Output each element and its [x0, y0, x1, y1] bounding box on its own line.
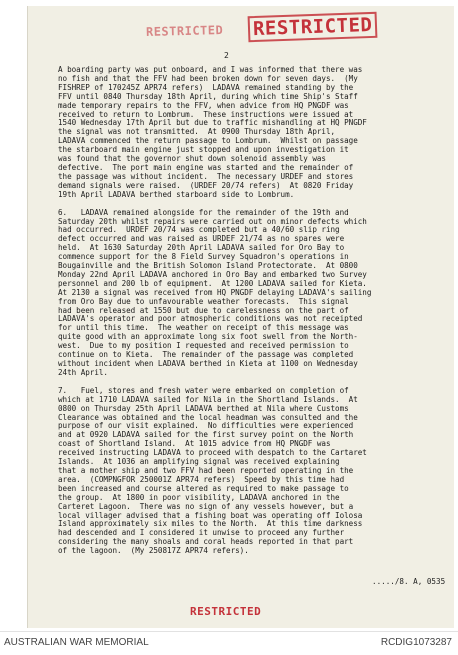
text-line: the passage was without incident. The necessary URDEF and stores [58, 171, 354, 181]
text-line: which at 1710 LADAVA sailed for Nila in the Shortland Islands. At [58, 394, 358, 404]
text-line: purpose of our visit explained. No difficulties were experienced [58, 421, 354, 431]
text-line: for until this time. The weather on receipt of this message was [58, 323, 349, 333]
text-line: At 2130 a signal was received from HQ PNGDF delaying LADAVA's sailing [58, 287, 372, 297]
text-line: local villager advised that a fishing boat was operating off Iolosa [58, 510, 363, 520]
paragraph [58, 387, 450, 556]
text-line: considering the many shoals and coral heads reported in that part [58, 537, 354, 547]
restricted-stamp-top: RESTRICTED [248, 12, 378, 42]
text-line: FISHREP of 170245Z APR74 refers) LADAVA remained standing by the [58, 82, 354, 92]
text-line: 24th April. [58, 367, 108, 377]
text-line: 19th April LADAVA berthed starboard side to Lombrum. [58, 189, 295, 199]
text-line: demand signals were raised. (URDEF 20/74 refers) At 0820 Friday [58, 180, 354, 190]
paragraph [58, 66, 450, 200]
document-body [58, 66, 450, 556]
text-line: received instructing LADAVA to proceed with despatch to the Cartaret [58, 448, 367, 458]
text-line: had occurred. URDEF 20/74 was completed but a 40/60 slip ring [58, 225, 340, 235]
text-line: received to return to Lombrum. These instructions were issued at [58, 109, 354, 119]
text-line: was found that the governor shut down solenoid assembly was [58, 154, 326, 164]
paragraph [58, 209, 450, 378]
text-line: Island approximately six miles to the North. At this time darkness [58, 519, 363, 529]
text-line: quite good with an approximate long six foot swell from the North- [58, 332, 358, 342]
text-line: had been released at 1550 but due to carelessness on the part of [58, 305, 349, 315]
text-line: no fish and that the FFV had been broken down for seven days. (My [58, 73, 358, 83]
text-line: had descended and I considered it unwise to proceed any further [58, 528, 345, 538]
text-line: LADAVA commenced the return passage to Lombrum. Whilst on passage [58, 136, 358, 146]
text-line: Carteret Lagoon. There was no sign of any vessels however, but a [58, 501, 354, 511]
text-line: Islands. At 1036 an amplifying signal was received explaining [58, 457, 340, 467]
text-line: the starboard main engine just stopped and upon investigation it [58, 145, 349, 155]
continuation-reference: ...../8. A, 0535 [372, 577, 446, 586]
text-line: held. At 1630 Saturday 20th April LADAVA sailed for Oro Bay to [58, 243, 345, 253]
archive-institution-name: AUSTRALIAN WAR MEMORIAL [4, 637, 149, 648]
text-line: of the lagoon. (My 250817Z APR74 refers). [58, 546, 249, 556]
text-line: made temporary repairs to the FFV, when advice from HQ PNGDF was [58, 100, 349, 110]
archive-footer-bar [0, 631, 458, 655]
text-line: 0800 on Thursday 25th April LADAVA berthed at Nila where Customs [58, 403, 349, 413]
text-line: been increased and course altered as required to make passage to [58, 483, 349, 493]
restricted-stamp-bottom: RESTRICTED [190, 605, 262, 618]
text-line: Saturday 20th whilst repairs were carried out on minor defects which [58, 216, 367, 226]
text-line: 6. LADAVA remained alongside for the remainder of the 19th and [58, 207, 349, 217]
text-line: FFV until 0840 Thursday 18th April, during which time Ship's Staff [58, 91, 358, 101]
text-line: west. Due to my position I requested and received permission to [58, 341, 349, 351]
page-number: 2 [224, 51, 229, 60]
text-line: without incident when LADAVA berthed in Kieta at 1100 on Wednesday [58, 359, 358, 368]
text-line: that a mother ship and two FFV had been reported operating in the [58, 465, 354, 475]
text-line: area. (COMPNGFOR 250001Z APR74 refers) Speed by this time had [58, 474, 345, 484]
archive-record-id: RCDIG1073287 [380, 637, 452, 648]
text-line: 7. Fuel, stores and fresh water were embarked on completion of [58, 385, 349, 395]
text-line: from Oro Bay due to unfavourable weather forecasts. This signal [58, 296, 349, 306]
text-line: Clearance was obtained and the local headman was consulted and the [58, 412, 358, 422]
text-line: the signal was not transmitted. At 0900 Thursday 18th April, [58, 127, 336, 137]
text-line: coast of Shortland Island. At 1015 advice from HQ PNGDF was [58, 439, 331, 449]
text-line: Bougainville and the British Solomon Island Protectorate. At 0800 [58, 261, 358, 271]
text-line: A boarding party was put onboard, and I was informed that there was [58, 65, 363, 74]
text-line: commence support for the 8 Field Survey Squadron's operations in [58, 252, 349, 262]
text-line: continue on to Kieta. The remainder of the passage was completed [58, 350, 354, 360]
text-line: 1540 Wednesday 17th April but due to traffic mishandling at HQ PNGDF [58, 118, 367, 128]
text-line: defective. The port main engine was started and the remainder of [58, 162, 354, 172]
text-line: Monday 22nd April LADAVA anchored in Oro Bay and embarked two Survey [58, 269, 367, 279]
text-line: LADAVA's operator and poor atmospheric conditions was not receipted [58, 314, 363, 324]
text-line: the group. At 1800 in poor visibility, LADAVA anchored in the [58, 492, 340, 502]
text-line: and at 0920 LADAVA sailed for the first survey point on the North [58, 430, 354, 440]
text-line: defect occurred and was raised as URDEF 21/74 as no spares were [58, 234, 345, 244]
text-line: personnel and 200 lb of equipment. At 1200 LADAVA sailed for Kieta. [58, 278, 367, 288]
restricted-stamp-faint: RESTRICTED [145, 22, 224, 40]
